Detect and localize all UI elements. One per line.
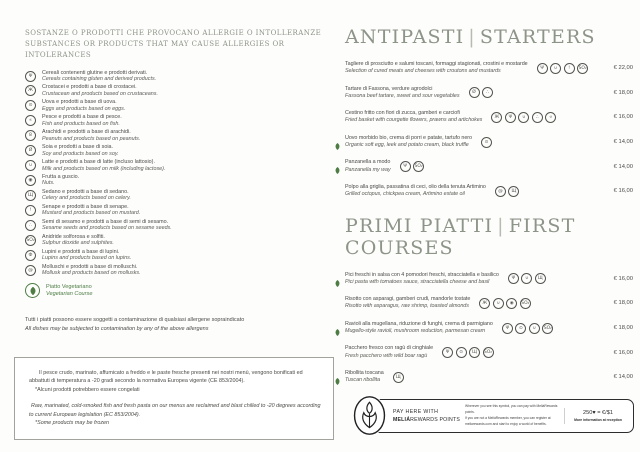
primi-title	[345, 215, 633, 259]
crustaceans-icon: Ж	[25, 85, 36, 96]
melia-pay-label	[393, 409, 465, 423]
fine-print-line-2: If you are not a MeliáRewards member, you can register at	[465, 416, 551, 420]
peanuts-icon: 8	[25, 130, 36, 141]
vegetarian-label-it: Piatto Vegetariano	[46, 283, 92, 290]
melia-brand-bold: MELIÁ	[393, 416, 411, 423]
allergen-legend-item	[25, 189, 330, 202]
dish-name-it: Risotto con asparagi, gamberi crudi, mandorle tostate	[345, 296, 471, 303]
eggs-icon: ⊙	[481, 137, 492, 148]
dish-price: € 18,00	[613, 300, 633, 307]
dish-price: € 16,00	[613, 275, 633, 282]
section-antipasti	[345, 26, 633, 199]
allergen-name-it: Semi di sesamo e prodotti a base di semi di sesamo.	[42, 218, 169, 225]
frozen-fish-disclaimer-box	[14, 357, 334, 440]
allergen-name-en: Nuts.	[42, 180, 55, 187]
dish-name-en: Risotto with asparagus, raw shrimp, toasted almonds	[345, 303, 469, 310]
pay-here-with-label: PAY HERE WITH	[393, 409, 439, 416]
primi-title-it: PRIMI PIATTI	[345, 214, 494, 237]
melia-brand-rest: REWARDS POINTS	[410, 416, 461, 423]
menu-item	[345, 184, 633, 199]
allergen-legend-item	[25, 144, 330, 157]
points-rate: 250♥ = €/$1	[583, 409, 613, 416]
dish-name-en: Fresh pacchero with wild boar ragù	[345, 352, 428, 359]
allergen-name-en: Mustard and products based on mustard.	[42, 210, 141, 217]
allergen-name-en: Fish and products based on fish.	[42, 120, 120, 127]
dish-name-it: Cestino fritto con fiori di zucca, gamberi e carciofi	[345, 110, 460, 117]
crustaceans-icon: Ж	[491, 112, 502, 123]
allergen-name-it: Soia e prodotti a base di soia.	[42, 144, 114, 151]
allergen-name-it: Frutta a guscio.	[42, 174, 80, 181]
allergen-legend-item	[25, 174, 330, 187]
allergen-name-it: Anidride solforosa e solfiti.	[42, 233, 105, 240]
sesame-icon: ∴	[25, 220, 36, 231]
dish-allergen-icons	[491, 112, 556, 123]
soy-icon: Ø	[469, 87, 480, 98]
mustard-icon: !	[564, 63, 575, 74]
allergen-info-panel	[25, 28, 330, 334]
dish-price: € 14,00	[613, 374, 633, 381]
primi-items	[345, 272, 633, 385]
mollusks-icon: @	[495, 186, 506, 197]
allergen-legend-item	[25, 249, 330, 262]
vegetarian-leaf-icon	[25, 283, 40, 298]
dish-name-it: Ribollita toscana	[345, 369, 384, 376]
fine-print-line-3: meliarewards.com and start to enjoy a world of benefits.	[465, 421, 547, 426]
melia-rewards-box	[369, 399, 634, 433]
nuts-icon: ◉	[25, 175, 36, 186]
sesame-icon: ∴	[532, 112, 543, 123]
allergen-legend-item	[25, 84, 330, 97]
dish-allergen-icons	[400, 161, 425, 172]
allergen-legend-item	[25, 204, 330, 217]
sulphites-icon: SO₂	[413, 161, 424, 172]
menu-item	[345, 86, 633, 101]
eggs-icon: ⊙	[456, 347, 467, 358]
allergen-legend-item	[25, 99, 330, 112]
allergen-name-it: Sedano e prodotti a base di sedano.	[42, 189, 129, 196]
celery-icon: Щ	[469, 347, 480, 358]
melia-rate-block	[564, 408, 633, 425]
antipasti-title-en: STARTERS	[479, 26, 596, 48]
vegetarian-leaf-icon	[334, 275, 341, 284]
dish-allergen-icons	[479, 298, 531, 309]
nuts-icon: ◉	[506, 298, 517, 309]
mustard-icon: !	[25, 205, 36, 216]
dish-name-it: Ravioli alla mugellana, riduzione di funghi, crema di parmigiano	[345, 320, 493, 327]
dish-allergen-icons	[469, 87, 494, 98]
menu-item	[345, 272, 633, 287]
menu-item	[345, 159, 633, 174]
dish-name-en: Organic soft egg, leek and potato cream, black truffle	[345, 142, 469, 149]
allergen-name-en: Soy and products based on soy.	[42, 150, 119, 157]
sulphites-icon: SO₂	[542, 323, 553, 334]
mollusks-icon: @	[25, 265, 36, 276]
menu-item	[345, 296, 633, 311]
milk-icon: ∪	[521, 273, 532, 284]
allergen-title-en: SUBSTANCES OR PRODUCTS THAT MAY CAUSE ALLERGIES OR INTOLERANCES	[25, 39, 285, 59]
fish-note-it-asterisk: *Alcuni prodotti potrebbero essere congelati	[35, 386, 140, 393]
dish-name-en: Fassona beef tartare, sweet and sour vegetables	[345, 92, 460, 99]
gluten-icon: Ψ	[505, 112, 516, 123]
title-separator: |	[468, 26, 476, 48]
allergen-title-it: SOSTANZE O PRODOTTI CHE PROVOCANO ALLERGIE O INTOLLERANZE	[25, 29, 322, 37]
lupins-icon: Ф	[25, 250, 36, 261]
allergen-name-en: Sesame seeds and products based on sesame seeds.	[42, 225, 172, 232]
allergen-name-it: Senape e prodotti a base di senape.	[42, 203, 129, 210]
allergen-name-en: Peanuts and products based on peanuts.	[42, 135, 141, 142]
vegetarian-label-en: Vegetarian Course	[46, 290, 93, 297]
gluten-icon: Ψ	[442, 347, 453, 358]
allergen-name-it: Arachidi e prodotti a base di arachidi.	[42, 129, 131, 136]
allergen-name-it: Uova e prodotti a base di uova.	[42, 99, 117, 106]
sulphites-icon: SO₂	[520, 298, 531, 309]
dish-name-it: Tagliere di prosciutto e salumi toscani, formaggi stagionati, crostini e mostarde	[345, 61, 528, 67]
allergen-name-en: Mollusk and products based on mollusks.	[42, 270, 141, 277]
allergen-name-en: Eggs and products based on eggs.	[42, 105, 126, 112]
celery-icon: Щ	[535, 273, 546, 284]
dish-price: € 18,00	[613, 325, 633, 332]
allergen-legend-item	[25, 70, 330, 83]
melia-rewards-points-label	[393, 417, 465, 423]
fish-icon: ∝	[25, 115, 36, 126]
fish-note-it: Il pesce crudo, marinato, affumicato a freddo e le paste fresche presenti nei nostri menù, vengono bonificati ed abbattuti di temperatura a -20 gradi secondo la normativa Europea vigente (CE 853/2004).	[29, 370, 303, 385]
dish-allergen-icons	[502, 323, 554, 334]
gluten-icon: Ψ	[508, 273, 519, 284]
gluten-icon: Ψ	[400, 161, 411, 172]
allergen-legend-item	[25, 114, 330, 127]
menu-item	[345, 345, 633, 360]
allergen-legend-item	[25, 264, 330, 277]
celery-icon: Щ	[393, 372, 404, 383]
dish-name-it: Tartare di Fassona, verdure agrodolci	[345, 85, 433, 92]
allergen-name-it: Molluschi e prodotti a base di molluschi.	[42, 263, 138, 270]
allergen-name-en: Celery and products based on celery.	[42, 195, 131, 202]
menu-item	[345, 370, 633, 385]
menu-item	[345, 321, 633, 336]
milk-icon: ∪	[550, 63, 561, 74]
allergen-name-it: Lupini e prodotti a base di lupini.	[42, 248, 120, 255]
dish-allergen-icons	[442, 347, 494, 358]
dish-price: € 16,00	[613, 114, 633, 121]
fine-print-line-1: Wherever you see this symbol, you can pay with MeliáRewards points.	[465, 404, 558, 415]
dish-price: € 14,00	[613, 139, 633, 146]
dish-name-en: Fried basket with courgette flowers, prawns and artichokes	[345, 117, 483, 124]
vegetarian-leaf-icon	[334, 162, 341, 171]
milk-icon: ∪	[518, 112, 529, 123]
vegetarian-leaf-icon	[334, 138, 341, 147]
allergen-legend-item	[25, 129, 330, 142]
dish-price: € 16,00	[613, 188, 633, 195]
allergen-name-en: Cereals containing gluten and derived products.	[42, 75, 157, 82]
dish-name-en: Mugello-style ravioli, mushroom reduction, parmesan cream	[345, 328, 486, 335]
allergen-header	[25, 28, 330, 61]
allergen-name-it: Latte e prodotti a base di latte (incluso lattosio).	[42, 159, 155, 166]
milk-icon: ∪	[529, 323, 540, 334]
dish-allergen-icons	[537, 63, 589, 74]
menu-item	[345, 110, 633, 125]
melia-fine-print	[465, 404, 564, 427]
menu-item	[345, 61, 633, 76]
title-separator: |	[497, 214, 505, 237]
dish-name-it: Polpo alla griglia, passatina di ceci, olio della tenuta Artimino	[345, 183, 486, 190]
dish-name-en: Tuscan ribollita	[345, 377, 381, 384]
gluten-icon: Ψ	[502, 323, 513, 334]
dish-price: € 18,00	[613, 89, 633, 96]
menu-panel	[345, 26, 633, 395]
allergen-name-it: Crostacei e prodotti a base di crostacei.	[42, 84, 137, 91]
dish-allergen-icons	[393, 372, 404, 383]
dish-price: € 22,00	[613, 65, 633, 72]
milk-icon: ∪	[25, 160, 36, 171]
soy-icon: Ø	[25, 145, 36, 156]
gluten-icon: Ψ	[537, 63, 548, 74]
allergen-name-it: Pesce e prodotti a base di pesce.	[42, 114, 122, 121]
allergen-name-it: Cereali contenenti glutine e prodotti derivati.	[42, 69, 148, 76]
crustaceans-icon: Ж	[479, 298, 490, 309]
contamination-note-en: All dishes may be subjected to contamination by any of the above allergens	[25, 326, 209, 333]
section-primi	[345, 215, 633, 385]
dish-name-it: Pici freschi in salsa con 4 pomodori freschi, stracciatella e basilico	[345, 271, 499, 278]
primi-title-en: FIRST COURSES	[345, 214, 576, 259]
dish-name-it: Uovo morbido bio, crema di porri e patate, tartufo nero	[345, 134, 472, 141]
allergen-name-en: Milk and products based on milk (including lactose).	[42, 165, 166, 172]
dish-allergen-icons	[481, 137, 492, 148]
menu-item	[345, 135, 633, 150]
dish-price: € 16,00	[613, 349, 633, 356]
allergen-legend-item	[25, 234, 330, 247]
allergen-name-en: Crustacean and products based on crustaceans.	[42, 90, 158, 97]
contamination-note	[25, 316, 330, 334]
allergen-legend-list	[25, 70, 330, 277]
milk-icon: ∪	[493, 298, 504, 309]
fish-note-en: Raw, marinated, cold-smoked fish and fresh pasta on our menus are reclaimed and blast chilled to -20 degrees according to current European legislation (EC 853/2004).	[29, 403, 321, 418]
allergen-name-en: Sulphur dioxide and sulphites.	[42, 240, 114, 247]
dish-name-en: Selection of cured meats and cheeses with croutons and mustards	[345, 68, 501, 75]
gluten-icon: Ψ	[25, 71, 36, 82]
dish-name-en: Pici pasta with tomatoes sauce, stracciatella cheese and basil	[345, 278, 490, 285]
dish-name-en: Panzanella my way	[345, 166, 391, 173]
antipasti-items	[345, 61, 633, 199]
dish-name-en: Grilled octopus, chickpea cream, Artimino estate oil	[345, 191, 465, 198]
sesame-icon: ∴	[482, 87, 493, 98]
vegetarian-legend-row	[25, 283, 330, 298]
antipasti-title	[345, 26, 633, 48]
celery-icon: Щ	[508, 186, 519, 197]
dish-allergen-icons	[508, 273, 546, 284]
sulphites-icon: SO₂	[25, 235, 36, 246]
eggs-icon: ⊙	[25, 100, 36, 111]
fish-note-en-asterisk: *Some products may be frozen	[35, 419, 110, 426]
sulphites-icon: SO₂	[483, 347, 494, 358]
eggs-icon: ⊙	[515, 323, 526, 334]
dish-name-it: Pacchero fresco con ragù di cinghiale	[345, 345, 434, 352]
contamination-note-it: Tutti i piatti possono essere soggetti a contaminazione di qualsiasi allergene sopraindicato	[25, 317, 245, 324]
vegetarian-leaf-icon	[334, 324, 341, 333]
allergen-legend-item	[25, 159, 330, 172]
fish-icon: ∝	[545, 112, 556, 123]
celery-icon: Щ	[25, 190, 36, 201]
allergen-legend-item	[25, 219, 330, 232]
antipasti-title-it: ANTIPASTI	[345, 26, 465, 48]
more-info-label: More information at reception	[574, 418, 622, 423]
dish-allergen-icons	[495, 186, 520, 197]
vegetarian-leaf-icon	[334, 373, 341, 382]
dish-price: € 14,00	[613, 163, 633, 170]
melia-logo-icon	[353, 395, 386, 436]
allergen-name-en: Lupins and products based on lupins.	[42, 255, 132, 262]
sulphites-icon: SO₂	[577, 63, 588, 74]
dish-name-it: Panzanella a modo	[345, 159, 391, 166]
